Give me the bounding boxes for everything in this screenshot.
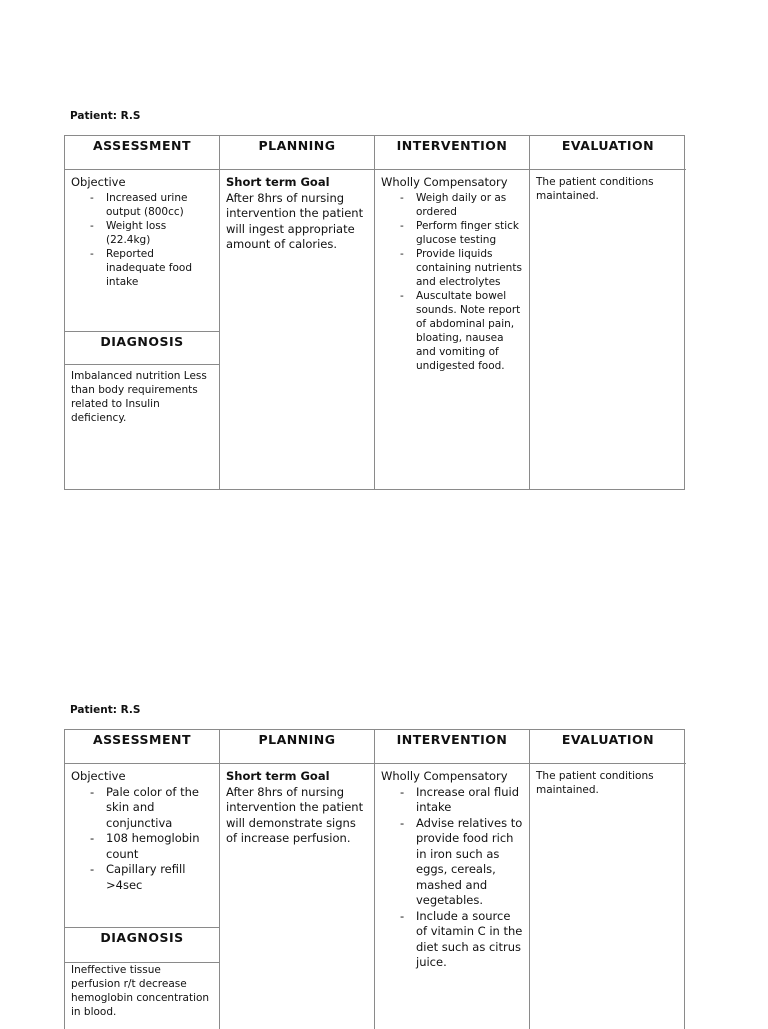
assessment-column	[65, 730, 220, 1029]
diagnosis-text: Ineffective tissue perfusion r/t decrease hemoglobin concentration in blood.	[71, 964, 210, 1018]
intervention-column	[375, 136, 530, 489]
assessment-list	[71, 191, 213, 289]
planning-header: PLANNING	[220, 136, 374, 170]
list-item: - Perform finger stick glucose testing	[381, 219, 523, 247]
planning-header: PLANNING	[220, 730, 374, 764]
intervention-heading: Wholly Compensatory	[381, 769, 508, 783]
intervention-list	[381, 191, 523, 373]
patient-label: Patient: R.S	[70, 704, 141, 716]
planning-heading: Short term Goal	[226, 769, 330, 783]
assessment-column	[65, 136, 220, 489]
planning-text: After 8hrs of nursing intervention the patient will ingest appropriate amount of calories.	[226, 190, 364, 251]
list-item: - Include a source of vitamin C in the diet such as citrus juice.	[381, 909, 523, 971]
evaluation-column	[530, 730, 686, 1029]
list-item: - Reported inadequate food intake	[71, 247, 213, 289]
list-item: - Capillary refill >4sec	[71, 862, 213, 893]
list-item: - Advise relatives to provide food rich in iron such as eggs, cereals, mashed and vegetables.	[381, 816, 523, 909]
planning-heading: Short term Goal	[226, 175, 330, 189]
care-plan-table	[64, 135, 685, 490]
intervention-heading: Wholly Compensatory	[381, 175, 508, 189]
care-plan-table	[64, 729, 685, 1029]
evaluation-text: The patient conditions maintained.	[536, 770, 654, 796]
patient-label: Patient: R.S	[70, 110, 141, 122]
list-item: - Weight loss (22.4kg)	[71, 219, 213, 247]
intervention-column	[375, 730, 530, 1029]
list-item: - Increased urine output (800cc)	[71, 191, 213, 219]
planning-column	[220, 136, 375, 489]
assessment-heading: Objective	[71, 175, 126, 189]
intervention-header: INTERVENTION	[375, 730, 529, 764]
assessment-header: ASSESSMENT	[65, 136, 219, 170]
intervention-list	[381, 785, 523, 971]
evaluation-header: EVALUATION	[530, 730, 686, 764]
evaluation-header: EVALUATION	[530, 136, 686, 170]
list-item: - Weigh daily or as ordered	[381, 191, 523, 219]
evaluation-column	[530, 136, 686, 489]
list-item: - Provide liquids containing nutrients and electrolytes	[381, 247, 523, 289]
diagnosis-header: DIAGNOSIS	[65, 331, 219, 365]
assessment-heading: Objective	[71, 769, 126, 783]
list-item: - Pale color of the skin and conjunctiva	[71, 785, 213, 832]
planning-column	[220, 730, 375, 1029]
list-item: - 108 hemoglobin count	[71, 831, 213, 862]
intervention-header: INTERVENTION	[375, 136, 529, 170]
diagnosis-text: Imbalanced nutrition Less than body requirements related to Insulin deficiency.	[71, 370, 207, 424]
list-item: - Auscultate bowel sounds. Note report of abdominal pain, bloating, nausea and vomiting of undigested food.	[381, 289, 523, 373]
assessment-list	[71, 785, 213, 894]
list-item: - Increase oral fluid intake	[381, 785, 523, 816]
evaluation-text: The patient conditions maintained.	[536, 176, 654, 202]
diagnosis-header: DIAGNOSIS	[65, 927, 219, 963]
assessment-header: ASSESSMENT	[65, 730, 219, 764]
planning-text: After 8hrs of nursing intervention the patient will demonstrate signs of increase perfusion.	[226, 784, 364, 845]
